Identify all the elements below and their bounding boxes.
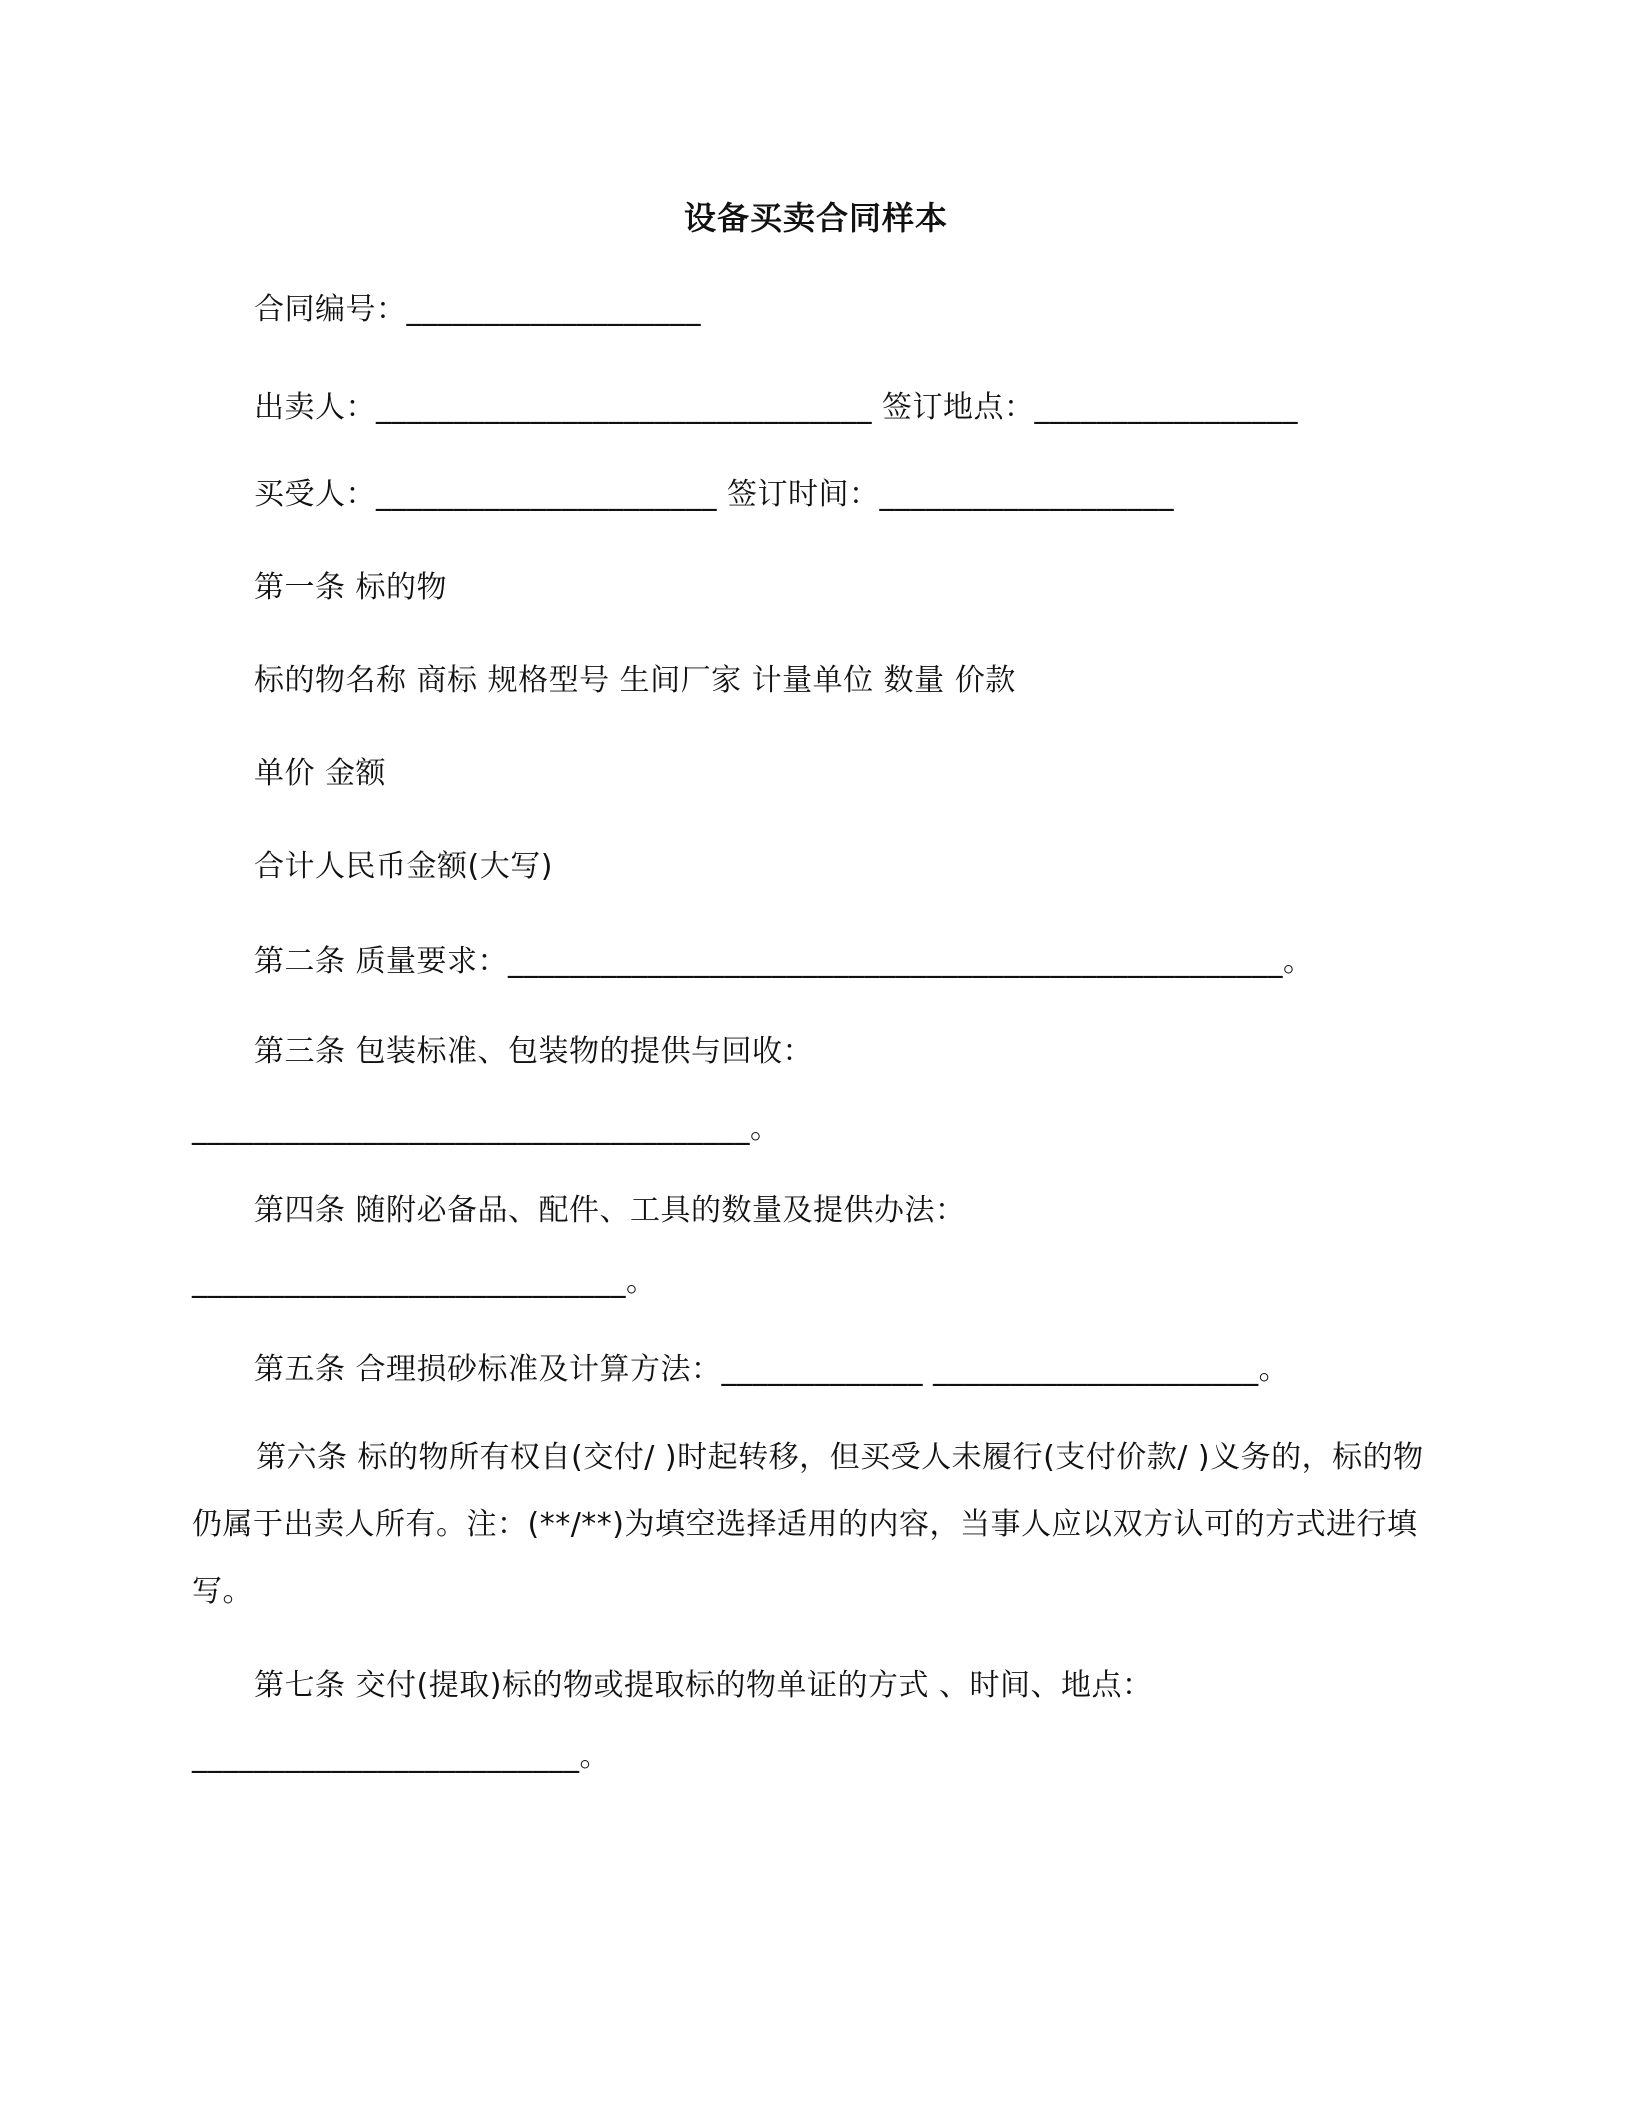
article-1-total: 合计人民币金额(大写) <box>254 849 553 884</box>
contract-number-field: 合同编号：___________________ <box>254 292 701 327</box>
article-1-heading: 第一条 标的物 <box>254 570 448 605</box>
article-7-text: 第七条 交付(提取)标的物或提取标的物单证的方式 、时间、地点： <box>254 1668 1153 1703</box>
article-3-blank: ____________________________________。 <box>192 1111 781 1146</box>
article-6: 第六条 标的物所有权自(交付/ )时起转移，但买受人未履行(支付价款/ )义务的，标的物仍属于出卖人所有。注：(**/**)为填空选择适用的内容，当事人应以双方认可的方式进行填写。 <box>192 1440 1424 1609</box>
buyer-and-signing-time-field: 买受人：______________________ 签订时间：___________________ <box>254 477 1175 512</box>
article-3-text: 第三条 包装标准、包装物的提供与回收： <box>254 1034 814 1069</box>
article-5: 第五条 合理损砂标准及计算方法：_____________ _____________________。 <box>254 1352 1290 1387</box>
article-4-text: 第四条 随附必备品、配件、工具的数量及提供办法： <box>254 1193 966 1228</box>
article-7-blank: _________________________。 <box>192 1739 610 1774</box>
document-title: 设备买卖合同样本 <box>683 199 948 237</box>
article-2: 第二条 质量要求：__________________________________________________。 <box>254 944 1314 979</box>
article-4-blank: ____________________________。 <box>192 1264 657 1299</box>
seller-and-signing-place-field: 出卖人：________________________________ 签订地点：_________________ <box>254 390 1299 425</box>
article-1-columns-line1: 标的物名称 商标 规格型号 生间厂家 计量单位 数量 价款 <box>254 663 1016 698</box>
article-1-columns-line2: 单价 金额 <box>254 756 387 791</box>
